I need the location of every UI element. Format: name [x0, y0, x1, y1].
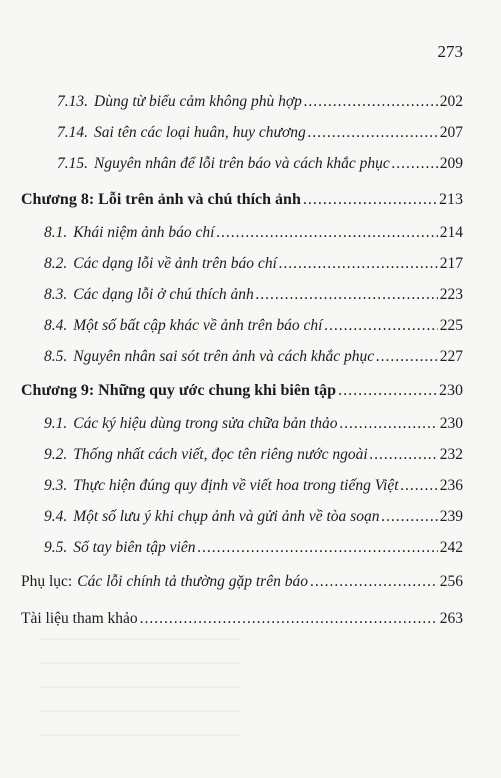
appendix-title: Các lỗi chính tả thường gặp trên báo: [77, 573, 308, 590]
toc-entry-7-15[interactable]: [57, 154, 463, 174]
dot-leader: [310, 572, 438, 592]
section-page: 232: [439, 446, 463, 463]
dot-leader: [279, 254, 438, 274]
section-page: 225: [439, 317, 463, 334]
section-title: Các dạng lỗi ở chú thích ảnh: [73, 286, 254, 303]
dot-leader: [216, 223, 437, 243]
section-number: 7.15.: [57, 155, 88, 172]
dot-leader: [256, 285, 438, 305]
section-page: 227: [439, 348, 463, 365]
dot-leader: [401, 476, 438, 496]
section-page: 207: [439, 124, 463, 141]
section-title: Thực hiện đúng quy định về viết hoa trong tiếng Việt: [73, 477, 399, 494]
toc-entry-9-4[interactable]: [44, 507, 463, 527]
dot-leader: [376, 347, 438, 367]
section-title: Khái niệm ảnh báo chí: [73, 224, 215, 241]
toc-entry-9-1[interactable]: [44, 414, 463, 434]
dot-leader: [303, 190, 437, 210]
toc-entry-9-3[interactable]: [44, 476, 463, 496]
section-number: 7.14.: [57, 124, 88, 141]
toc-chapter-9[interactable]: [21, 381, 463, 401]
section-title: Sổ tay biên tập viên: [73, 539, 196, 556]
toc-appendix[interactable]: [21, 572, 463, 592]
dot-leader: [304, 92, 438, 112]
chapter-title: Chương 8: Lỗi trên ảnh và chú thích ảnh: [21, 191, 301, 208]
section-number: 9.3.: [44, 477, 68, 494]
references-title: Tài liệu tham khảo: [21, 610, 138, 627]
toc-chapter-8[interactable]: [21, 190, 463, 210]
section-number: 8.1.: [44, 224, 68, 241]
dot-leader: [392, 154, 438, 174]
section-page: 239: [439, 508, 463, 525]
toc-entry-7-13[interactable]: [57, 92, 463, 112]
section-page: 202: [439, 93, 463, 110]
section-page: 223: [439, 286, 463, 303]
dot-leader: [324, 316, 437, 336]
section-title: Nguyên nhân để lỗi trên báo và cách khắc phục: [94, 155, 390, 172]
toc-entry-8-2[interactable]: [44, 254, 463, 274]
faint-bleedthrough: [40, 638, 240, 738]
section-number: 9.2.: [44, 446, 68, 463]
toc-entry-9-5[interactable]: [44, 538, 463, 558]
section-number: 8.4.: [44, 317, 68, 334]
dot-leader: [338, 381, 437, 401]
page-number: 273: [437, 42, 463, 61]
section-title: Các dạng lỗi về ảnh trên báo chí: [73, 255, 277, 272]
chapter-page: 213: [439, 191, 463, 208]
toc-entry-8-4[interactable]: [44, 316, 463, 336]
toc-entry-9-2[interactable]: [44, 445, 463, 465]
dot-leader: [381, 507, 437, 527]
appendix-page: 256: [439, 573, 463, 590]
chapter-title: Chương 9: Những quy ước chung khi biên tập: [21, 382, 337, 399]
section-number: 7.13.: [57, 93, 88, 110]
section-title: Các ký hiệu dùng trong sửa chữa bản thảo: [73, 415, 338, 432]
appendix-prefix: Phụ lục:: [21, 573, 73, 590]
section-title: Thống nhất cách viết, đọc tên riêng nước ngoài: [73, 446, 368, 463]
section-page: 230: [439, 415, 463, 432]
dot-leader: [308, 123, 438, 143]
section-number: 9.4.: [44, 508, 68, 525]
dot-leader: [370, 445, 438, 465]
section-page: 236: [439, 477, 463, 494]
toc-entry-8-5[interactable]: [44, 347, 463, 367]
toc-entry-8-3[interactable]: [44, 285, 463, 305]
section-page: 209: [439, 155, 463, 172]
section-page: 242: [439, 539, 463, 556]
section-page: 217: [439, 255, 463, 272]
section-title: Sai tên các loại huân, huy chương: [94, 124, 306, 141]
section-number: 8.2.: [44, 255, 68, 272]
section-title: Dùng từ biểu cảm không phù hợp: [94, 93, 302, 110]
section-number: 9.5.: [44, 539, 68, 556]
section-number: 8.3.: [44, 286, 68, 303]
dot-leader: [140, 609, 438, 629]
section-number: 8.5.: [44, 348, 68, 365]
dot-leader: [198, 538, 438, 558]
references-page: 263: [439, 610, 463, 627]
toc-entry-7-14[interactable]: [57, 123, 463, 143]
section-number: 9.1.: [44, 415, 68, 432]
section-page: 214: [439, 224, 463, 241]
toc-references[interactable]: [21, 609, 463, 629]
toc-entry-8-1[interactable]: [44, 223, 463, 243]
section-title: Nguyên nhân sai sót trên ảnh và cách khắc phục: [73, 348, 375, 365]
chapter-page: 230: [439, 382, 463, 399]
dot-leader: [340, 414, 438, 434]
section-title: Một số bất cập khác về ảnh trên báo chí: [73, 317, 323, 334]
section-title: Một số lưu ý khi chụp ảnh và gửi ảnh về tòa soạn: [73, 508, 380, 525]
